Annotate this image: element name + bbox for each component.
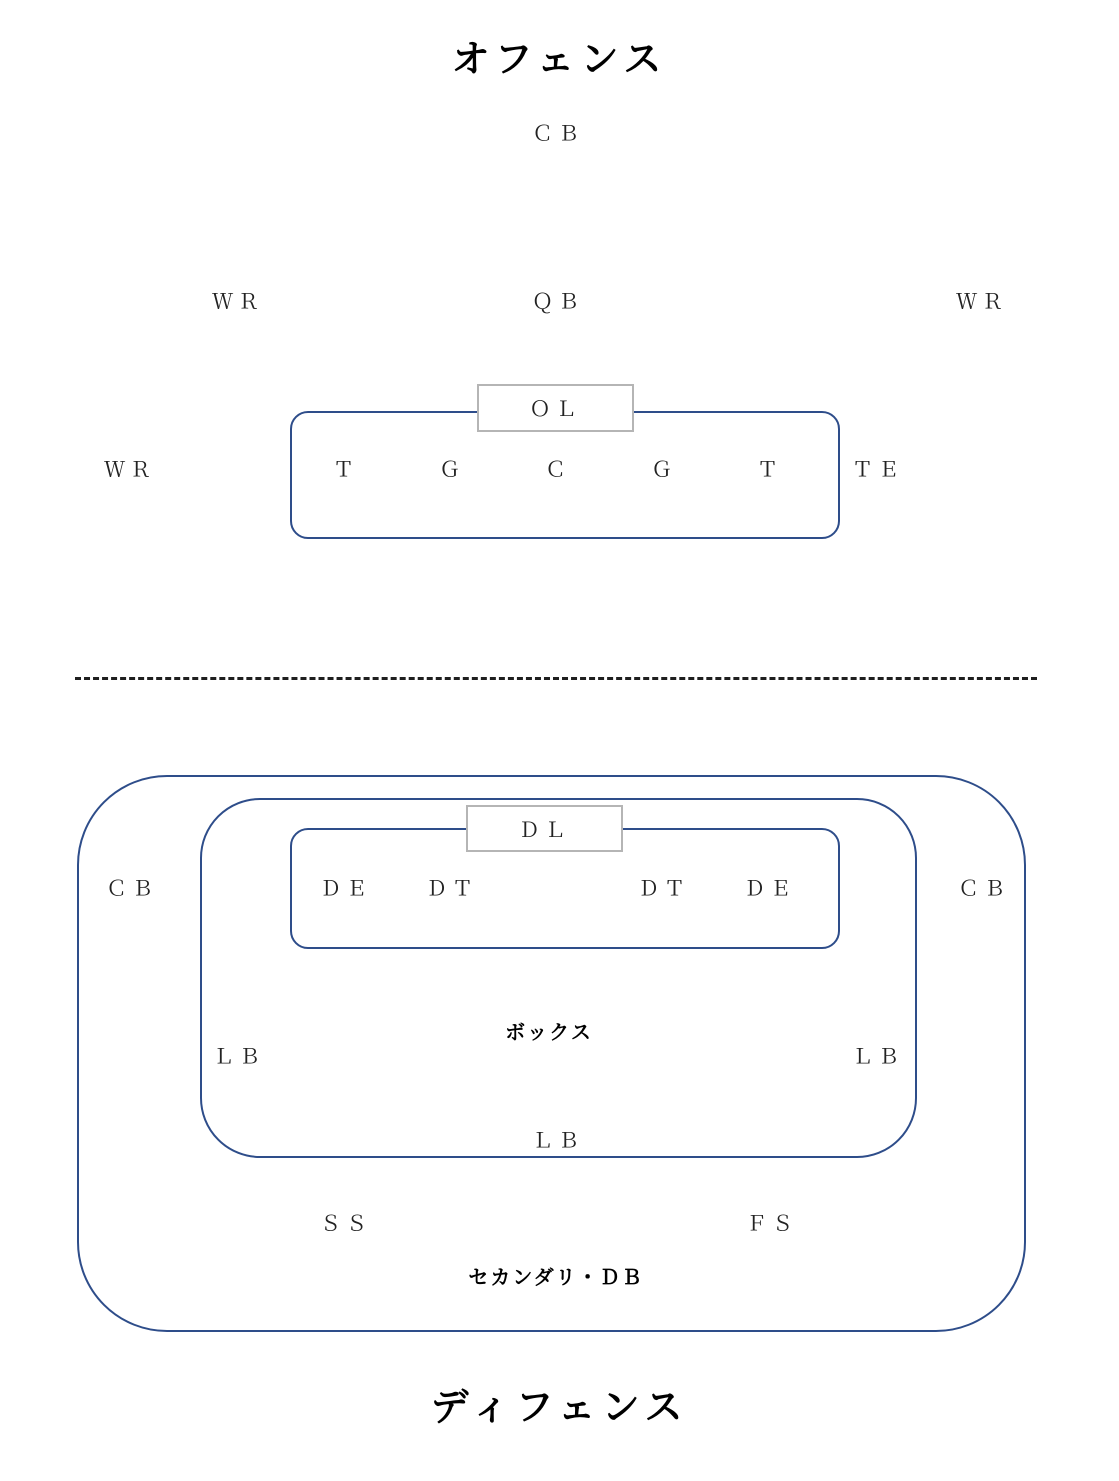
offense-g-right: Ｇ	[651, 457, 677, 482]
defense-dt-left: ＤＴ	[426, 876, 478, 901]
offense-te: ＴＥ	[852, 457, 904, 482]
secondary-label: セカンダリ・ＤＢ	[468, 1265, 644, 1289]
offense-cb-top: ＣＢ	[532, 121, 584, 146]
offense-title: オフェンス	[451, 37, 668, 81]
defense-ss: ＳＳ	[320, 1211, 372, 1236]
defense-dt-right: ＤＴ	[638, 876, 690, 901]
defense-fs: ＦＳ	[746, 1211, 798, 1236]
line-of-scrimmage	[75, 677, 1037, 680]
defense-de-right: ＤＥ	[744, 876, 796, 901]
offense-wr-left: ＷＲ	[212, 289, 264, 314]
offense-g-left: Ｇ	[439, 457, 465, 482]
offense-qb: ＱＢ	[532, 289, 584, 314]
offense-t-right: Ｔ	[757, 457, 783, 482]
defense-lb-left: ＬＢ	[213, 1044, 265, 1069]
offense-t-left: Ｔ	[333, 457, 359, 482]
defense-title: ディフェンス	[430, 1385, 689, 1429]
defense-cb-left: ＣＢ	[106, 876, 158, 901]
offense-wr-far-left: ＷＲ	[104, 457, 156, 482]
defense-lb-middle: ＬＢ	[532, 1128, 584, 1153]
offense-wr-right: ＷＲ	[956, 289, 1008, 314]
defensive-line-tag: ＤＬ	[466, 805, 623, 852]
offensive-line-tag: ＯＬ	[477, 384, 634, 432]
box-label: ボックス	[505, 1020, 593, 1044]
defense-de-left: ＤＥ	[320, 876, 372, 901]
defense-cb-right: ＣＢ	[958, 876, 1010, 901]
offense-c: Ｃ	[545, 457, 571, 482]
defense-lb-right: ＬＢ	[852, 1044, 904, 1069]
